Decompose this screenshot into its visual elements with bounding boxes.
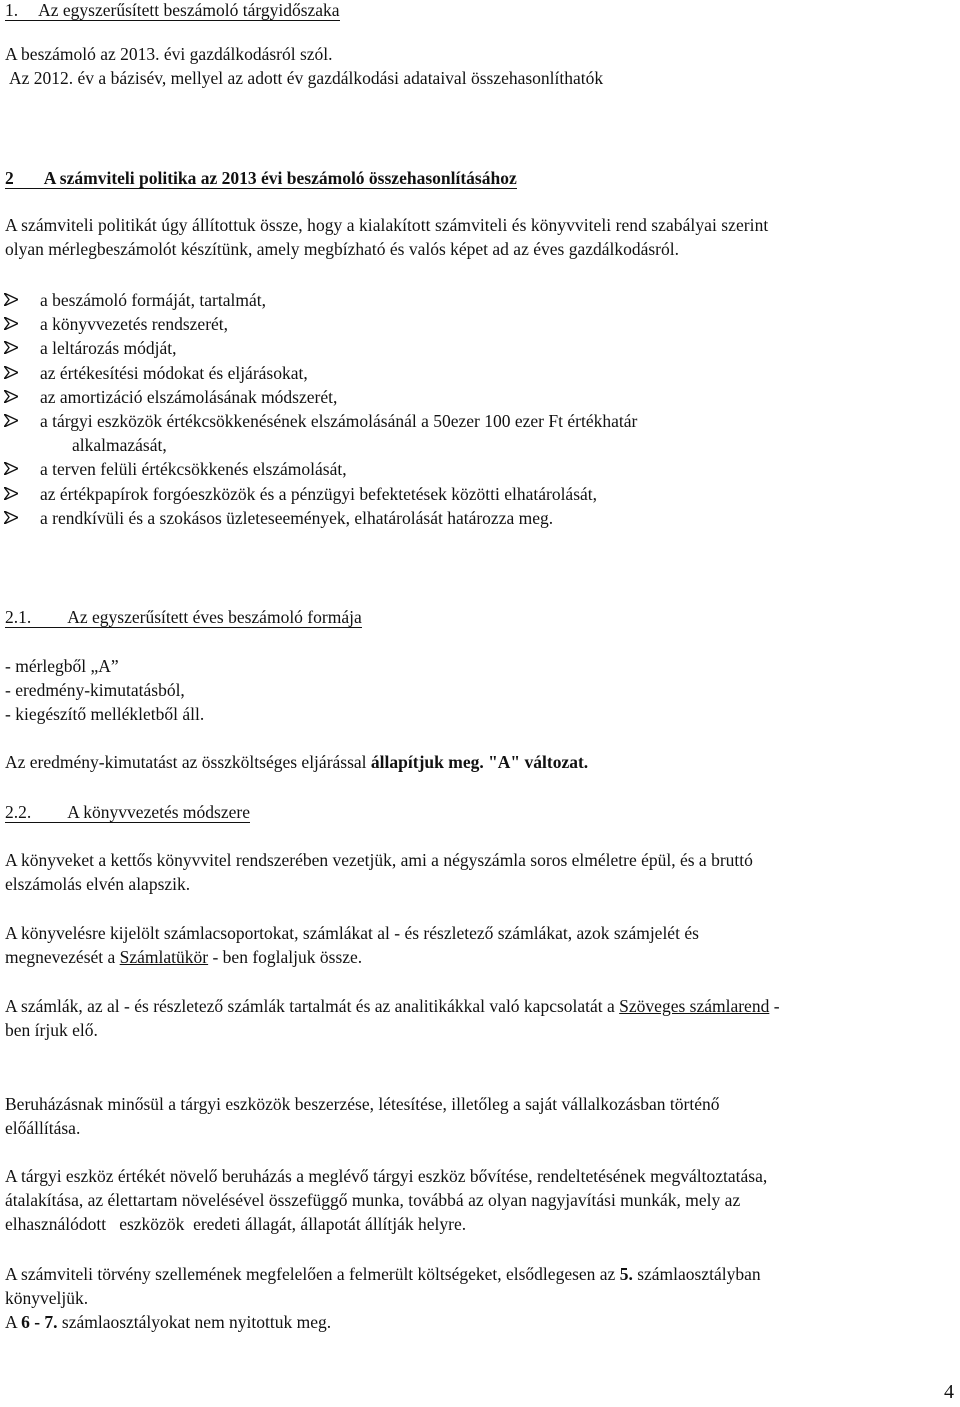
section2-heading-text: A számviteli politika az 2013 évi beszámoló összehasonlításához	[43, 168, 517, 188]
section21-item-2: - eredmény-kimutatásból,	[5, 680, 185, 700]
p7-text-before: A	[5, 1312, 22, 1332]
section2-paragraph-line-1: A számviteli politikát úgy állítottuk össze, hogy a kialakított számviteli és könyvviteli rend szabályai szerint	[5, 215, 769, 235]
bullet-continuation-text: alkalmazását,	[72, 435, 167, 456]
bullet-text: a terven felüli értékcsökkenés elszámolását,	[40, 459, 347, 480]
section21-result-line	[5, 750, 588, 774]
bullet-text: az értékpapírok forgóeszközök és a pénzügyi befektetések közötti elhatárolását,	[40, 483, 598, 504]
result-text: Az eredmény-kimutatást az összköltséges eljárással	[5, 752, 371, 772]
bullet-text: a beszámoló formáját, tartalmát,	[40, 290, 266, 310]
p6-text-before: A számviteli törvény szellemének megfelelően a felmerült költségeket, elsődlegesen az	[5, 1264, 620, 1284]
section22-p4-line-1: Beruházásnak minősül a tárgyi eszközök beszerzése, létesítése, illetőleg a saját vállalkozásban történő	[5, 1094, 720, 1114]
section22-heading-number: 2.2.	[5, 802, 32, 822]
arrowhead-bullet-icon	[4, 462, 18, 475]
p2-text-after: - ben foglaljuk össze.	[208, 947, 363, 967]
section22-p4-line-2: előállítása.	[5, 1118, 81, 1138]
bullet-text: a leltározás módját,	[40, 338, 177, 359]
section21-heading	[5, 605, 362, 629]
section22-heading	[5, 800, 250, 824]
section2-heading	[5, 166, 517, 190]
szoveges-szamlarend-link[interactable]: Szöveges számlarend	[619, 996, 770, 1016]
arrowhead-bullet-icon	[4, 487, 18, 500]
section22-p6-line-2: könyveljük.	[5, 1288, 89, 1308]
section22-p3-line-2: ben írjuk elő.	[5, 1020, 98, 1040]
arrowhead-bullet-icon	[4, 293, 18, 306]
section21-heading-number: 2.1.	[5, 607, 32, 627]
bullet-text: a tárgyi eszközök értékcsökkenésének elszámolásánál a 50ezer 100 ezer Ft értékhatár	[40, 410, 638, 431]
p3-text-after: -	[769, 996, 780, 1016]
section22-p5-line-2: átalakítása, az élettartam növelésével összefüggő munka, továbbá az olyan nagyjavítási munkák, mely az	[5, 1190, 741, 1210]
section22-p2-line-1: A könyvelésre kijelölt számlacsoportokat, számlákat al - és részletező számlákat, azok számjelét és	[5, 923, 699, 943]
section21-heading-text: Az egyszerűsített éves beszámoló formája	[67, 607, 362, 627]
arrowhead-bullet-icon	[4, 390, 18, 403]
arrowhead-bullet-icon	[4, 341, 18, 354]
section1-heading	[5, 0, 340, 22]
section22-p5-line-3: elhasználódott eszközök eredeti állagát, állapotát állítják helyre.	[5, 1214, 467, 1234]
p7-bold-classes: 6 - 7.	[21, 1312, 58, 1332]
section22-p3-line-1	[5, 994, 780, 1018]
result-bold-text: állapítjuk meg. "A" változat.	[370, 752, 589, 772]
p3-text-before: A számlák, az al - és részletező számlák tartalmát és az analitikákkal való kapcsolatát a	[5, 996, 620, 1016]
bullet-text: az értékesítési módokat és eljárásokat,	[40, 362, 308, 383]
bullet-text: a könyvvezetés rendszerét,	[40, 314, 229, 335]
p6-bold-class: 5.	[619, 1264, 633, 1284]
szamlatukor-link[interactable]: Számlatükör	[119, 947, 209, 967]
section1-heading-number: 1.	[5, 0, 19, 20]
section21-item-3: - kiegészítő mellékletből áll.	[5, 704, 205, 724]
p7-text-after: számlaosztályokat nem nyitottuk meg.	[57, 1312, 332, 1332]
arrowhead-bullet-icon	[4, 366, 18, 379]
section2-heading-number: 2	[5, 168, 14, 188]
section22-p5-line-1: A tárgyi eszköz értékét növelő beruházás a meglévő tárgyi eszköz bővítése, rendeltetésének megváltoztatása,	[5, 1166, 768, 1186]
p2-text-before: megnevezését a	[5, 947, 120, 967]
page-number: 4	[944, 1381, 954, 1403]
section1-heading-text: Az egyszerűsített beszámoló tárgyidőszaka	[38, 0, 340, 20]
section2-paragraph-line-2: olyan mérlegbeszámolót készítünk, amely megbízható és valós képet ad az éves gazdálkodásról.	[5, 239, 679, 259]
section22-p1-line-1: A könyveket a kettős könyvvitel rendszerében vezetjük, ami a négyszámla soros elméletre épül, és a bruttó	[5, 850, 753, 870]
section21-item-1: - mérlegből „A”	[5, 656, 119, 676]
section22-p2-line-2	[5, 945, 362, 969]
arrowhead-bullet-icon	[4, 317, 18, 330]
section22-p1-line-2: elszámolás elvén alapszik.	[5, 874, 191, 894]
section1-line-1: A beszámoló az 2013. évi gazdálkodásról szól.	[5, 44, 333, 64]
arrowhead-bullet-icon	[4, 414, 18, 427]
section22-heading-text: A könyvvezetés módszere	[67, 802, 250, 822]
bullet-text: a rendkívüli és a szokásos üzleteseemények, elhatárolását határozza meg.	[40, 507, 554, 528]
arrowhead-bullet-icon	[4, 511, 18, 524]
section22-p6-line-1	[5, 1262, 761, 1286]
section22-p7-line	[5, 1310, 331, 1334]
section1-line-2: Az 2012. év a bázisév, mellyel az adott év gazdálkodási adataival összehasonlíthatók	[9, 68, 604, 88]
p6-text-after: számlaosztályban	[632, 1264, 761, 1284]
bullet-text: az amortizáció elszámolásának módszerét,	[40, 386, 338, 407]
